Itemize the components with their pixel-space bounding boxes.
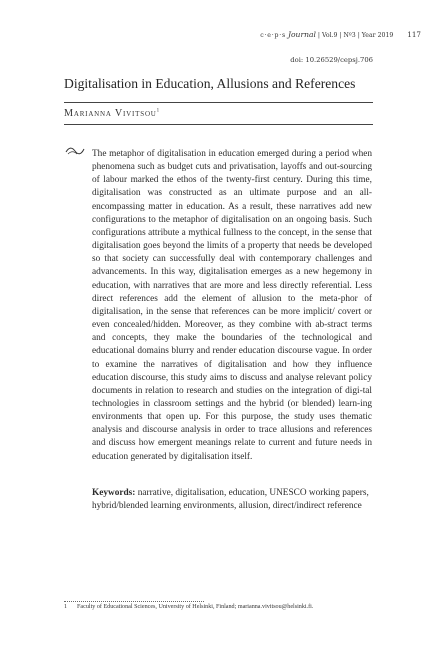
keywords-label: Keywords: bbox=[92, 488, 136, 498]
footnote bbox=[64, 604, 374, 610]
article-title: Digitalisation in Education, Allusions and References bbox=[64, 76, 356, 91]
author-name: Marianna Vivitsou bbox=[64, 108, 157, 119]
author-divider bbox=[64, 124, 373, 125]
keywords-block bbox=[92, 487, 372, 513]
page-number: 117 bbox=[407, 30, 421, 39]
abstract-text: The metaphor of digitalisation in education emerged during a period when phenomena such as budget cuts and privatisation, layoffs and out-sourcing of labour marked the ethos of the twenty-first century. During this time, digitalisation was constructed as an ultimate purpose and an all-encompassing matter in education. As a result, these narratives add new configurations to the metaphor of digitalisation on an ongoing basis. Such configurations attribute a mythical fullness to the concept, in the sense that digitalisation goes beyond the limits of a property that needs be developed so that society can successfully deal with contemporary challenges and advancements. In this way, digitalisation emerges as a new hegemony in education, with narratives that are more and less directly referential. Less direct references add the element of allusion to the meta-phor of digitalisation, in the sense that references can be more implicit/ covert or even concealed/hidden. Moreover, as they combine with ab-stract terms and concepts, they make the boundaries of the technological and educational domains blurry and render education discourse vague. In order to examine the narratives of digitalisation and how they influence education discourse, this study aims to discuss and analyse relevant policy documents in relation to research and studies on the integration of digi-tal technologies in classroom settings and the hybrid (or blended) learn-ing environments that open up. For this purpose, the study uses thematic analysis and discourse analysis in order to trace allusions and references and discuss how emergent meanings relate to current and future needs in education generated by digitalisation itself. bbox=[92, 149, 372, 462]
article-author bbox=[64, 108, 159, 119]
footnote-number: 1 bbox=[64, 604, 68, 610]
running-header bbox=[182, 30, 421, 39]
tilde-flourish-icon bbox=[65, 146, 85, 156]
journal-details: | Vol.9 | Nº3 | Year 2019 bbox=[315, 32, 394, 39]
journal-name: Journal bbox=[287, 30, 316, 39]
doi-reference: doi: 10.26529/cepsj.706 bbox=[290, 56, 373, 64]
footnote-divider bbox=[64, 601, 204, 602]
author-note-marker: 1 bbox=[156, 108, 160, 114]
footnote-text: Faculty of Educational Sciences, University of Helsinki, Finland; marianna.vivitsou@helsinki.fi. bbox=[77, 604, 314, 610]
title-divider bbox=[64, 102, 373, 103]
keywords-list: narrative, digitalisation, education, UNESCO working papers, hybrid/blended learning environments, allusion, direct/indirect reference bbox=[92, 488, 369, 512]
journal-brand: c·e·p·s bbox=[260, 32, 286, 39]
